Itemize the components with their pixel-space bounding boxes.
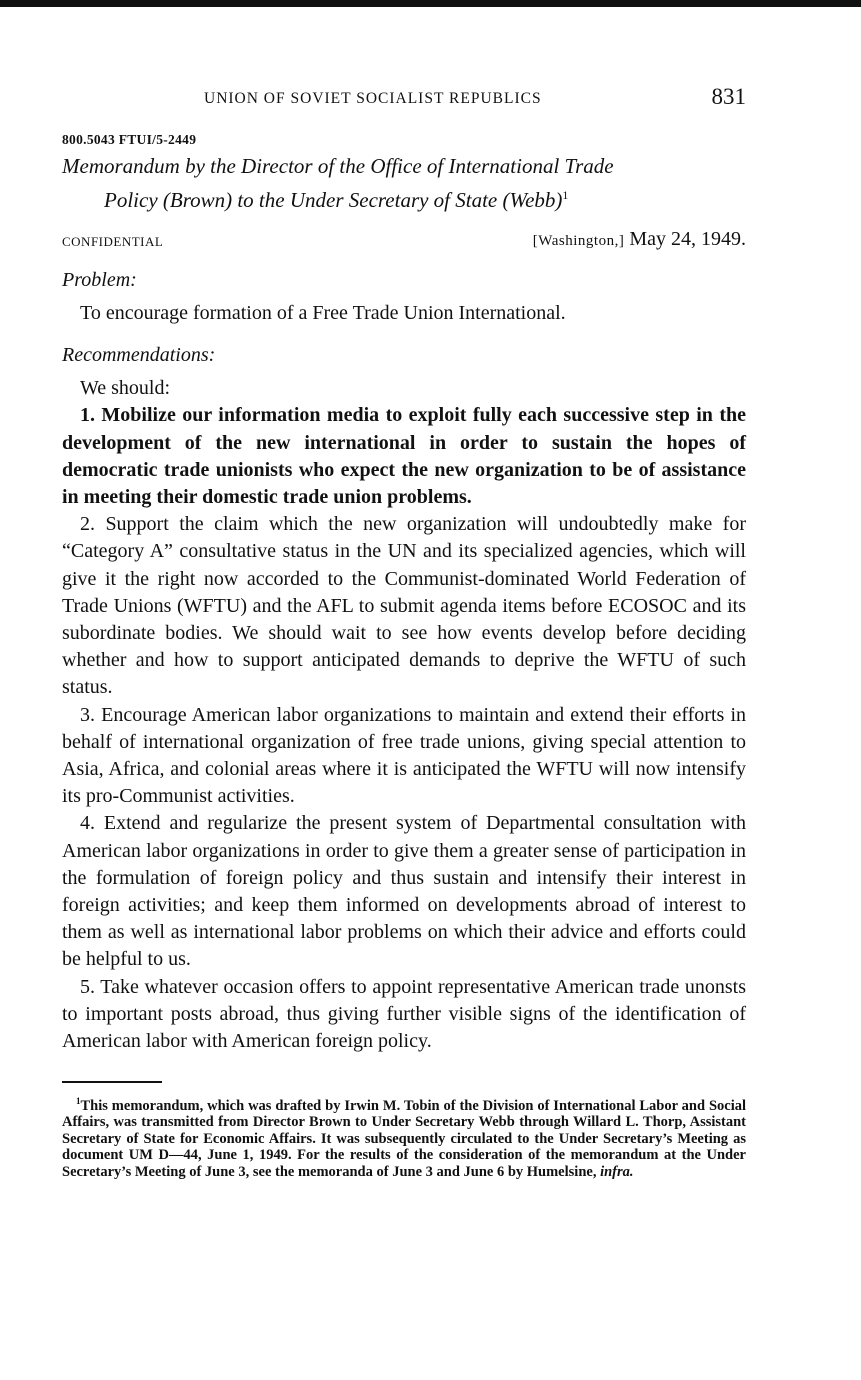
recommendations-intro: We should: — [80, 377, 171, 400]
footnote-marker: 1 — [76, 1095, 81, 1106]
page-header — [62, 84, 746, 114]
title-footnote-ref: 1 — [562, 188, 569, 202]
title-line-1: Memorandum by the Director of the Office of International Trade — [62, 154, 614, 178]
date-line — [533, 228, 746, 251]
problem-heading: Problem: — [62, 269, 137, 291]
classification-label: CONFIDENTIAL — [62, 234, 164, 249]
page-number: 831 — [711, 84, 746, 109]
footnote-divider — [62, 1081, 162, 1083]
recommendation-item-4: 4. Extend and regularize the present system of Departmental consultation with American labor organizations in order to give them a greater sense of participation in the formulation of foreign policy and thus sustain and intensify their interest in foreign activities; and keep them informed on developments abroad of interest to them as well as international labor problems on which their advice and efforts could be helpful to us. — [62, 812, 746, 971]
document-page — [62, 84, 746, 1180]
title-line-2-text: Policy (Brown) to the Under Secretary of State (Webb) — [104, 188, 563, 212]
problem-text: To encourage formation of a Free Trade Union International. — [80, 302, 566, 324]
document-title — [62, 152, 746, 215]
recommendations-heading: Recommendations: — [62, 344, 216, 367]
footnote-text: This memorandum, which was drafted by Irwin M. Tobin of the Division of International Labor and Social Affairs, was transmitted from Director Brown to Under Secretary Webb through Willard L. Thorp, Assistant Secretary of State for Economic Affairs. It was subsequently circulated to the Under Secretary’s Meeting as document UM D—44, June 1, 1949. For the results of the consideration of the memorandum at the Under Secretary’s Meeting of June 3, see the memoranda of June 3 and June 6 by Humelsine, — [62, 1097, 746, 1180]
title-line-2 — [62, 181, 746, 215]
recommendation-item-2: 2. Support the claim which the new organization will undoubtedly make for “Category A” consultative status in the UN and its specialized agencies, which will give it the right now accorded to the Communist-dominated World Federation of Trade Unions (WFTU) and the AFL to submit agenda items before ECOSOC and its subordinate bodies. We should wait to see how events develop before deciding whether and how to support anticipated demands to deprive the WFTU of such status. — [62, 513, 746, 699]
date-value: May 24, 1949. — [629, 228, 746, 250]
dateline — [62, 228, 746, 258]
footnote-infra: infra. — [600, 1163, 634, 1180]
date-place: [Washington,] — [532, 233, 625, 249]
file-number: 800.5043 FTUI/5-2449 — [62, 132, 197, 147]
running-head: UNION OF SOVIET SOCIALIST REPUBLICS — [204, 90, 542, 107]
page-top-border — [0, 0, 861, 7]
footnote — [62, 1093, 746, 1180]
recommendation-item-5: 5. Take whatever occasion offers to appoint representative American trade unonsts to important posts abroad, thus giving further visible signs of the identification of American labor with American foreign policy. — [62, 975, 746, 1053]
recommendation-item-1: 1. Mobilize our information media to exploit fully each successive step in the development of the new international in order to sustain the hopes of democratic trade unionists who expect the new organization to be of assistance in meeting their domestic trade union problems. — [62, 404, 746, 509]
recommendation-item-3: 3. Encourage American labor organizations to maintain and extend their efforts in behalf of international organization of free trade unions, giving special attention to Asia, Africa, and colonial areas where it is anticipated the WFTU will now intensify its pro-Communist activities. — [62, 703, 746, 808]
